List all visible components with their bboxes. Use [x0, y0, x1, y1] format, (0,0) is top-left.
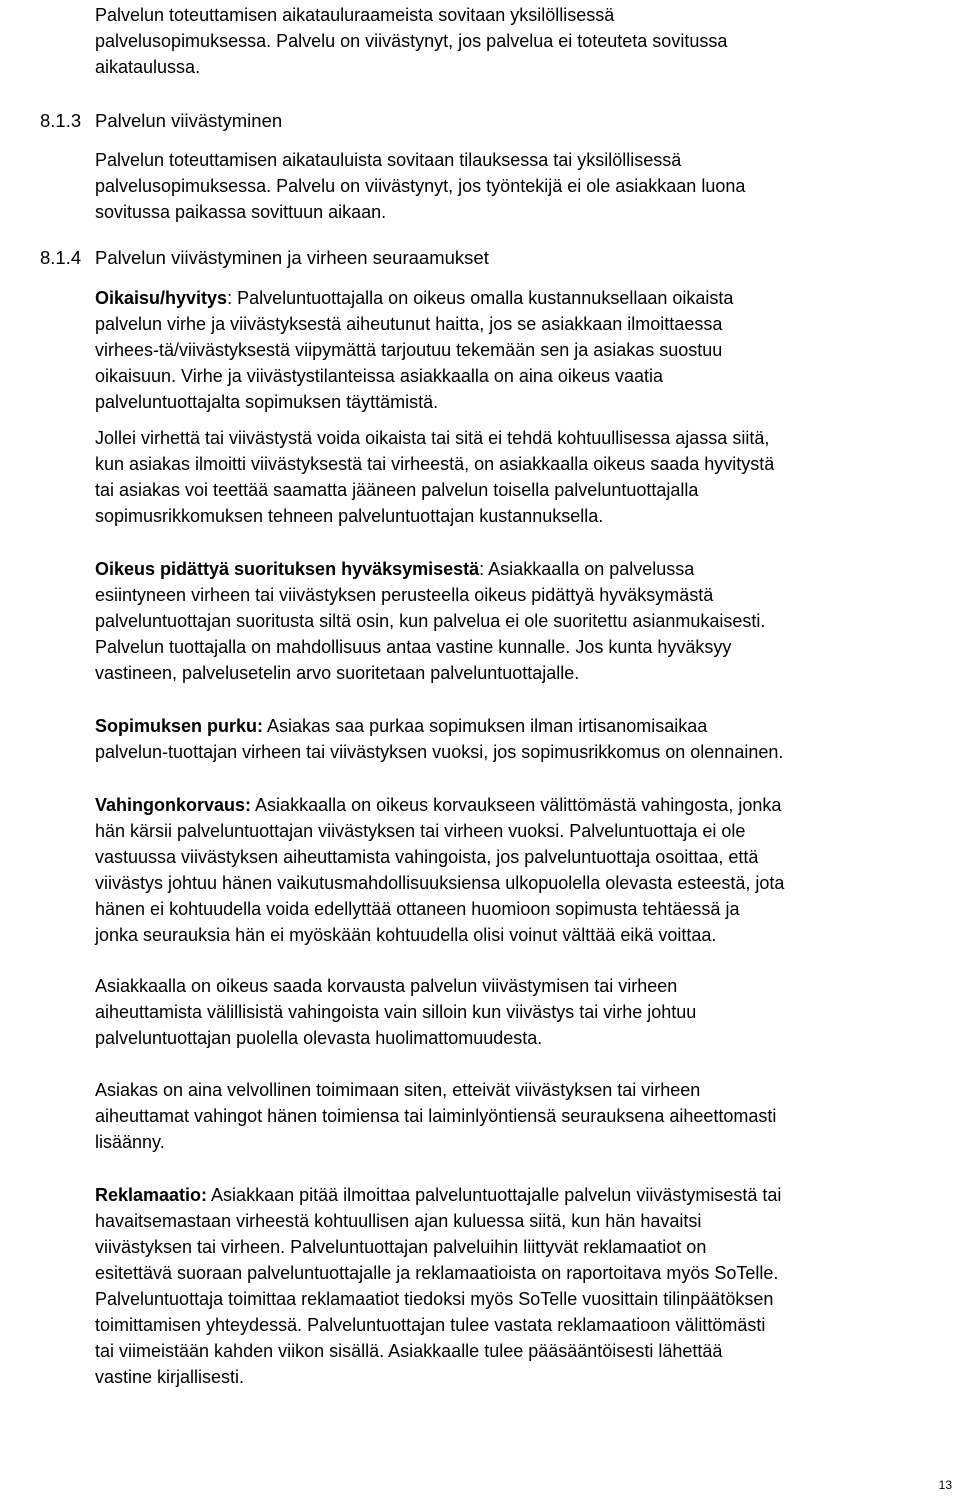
oikaisu-paragraph: [95, 285, 945, 415]
text-line: Asiakas on aina velvollinen toimimaan siten, etteivät viivästyksen tai virheen: [95, 1080, 701, 1100]
term-heading: Sopimuksen purku:: [95, 716, 264, 736]
section-heading-8-1-4: [40, 245, 489, 271]
term-heading: Oikaisu/hyvitys: [95, 288, 228, 308]
section-title: Palvelun viivästyminen ja virheen seuraamukset: [95, 247, 489, 268]
text-line: palveluntuottajalta sopimuksen täyttämistä.: [95, 392, 439, 412]
text-line: palveluntuottajan puolella olevasta huolimattomuudesta.: [95, 1028, 543, 1048]
text-line: [95, 792, 945, 818]
text-line: aiheuttamista välillisistä vahingoista vain silloin kun viivästys tai virhe johtuu: [95, 1002, 697, 1022]
text-line: vastine kirjallisesti.: [95, 1367, 245, 1387]
text-line: hän kärsii palveluntuottajan viivästyksen tai virheen vuoksi. Palveluntuottaja ei ole: [95, 821, 746, 841]
term-heading: Reklamaatio:: [95, 1185, 208, 1205]
text-fragment: : Asiakkaalla on palvelussa: [479, 559, 695, 579]
term-heading: Oikeus pidättyä suorituksen hyväksymisestä: [95, 559, 480, 579]
text-line: palvelun-tuottajan virheen tai viivästyksen vuoksi, jos sopimusrikkomus on olennainen.: [95, 742, 784, 762]
text-line: palvelusopimuksessa. Palvelu on viivästynyt, jos palvelua ei toteuteta sovitussa: [95, 31, 728, 51]
reklamaatio-paragraph: [95, 1182, 945, 1390]
velvollinen-paragraph: [95, 1077, 945, 1155]
section-number: 8.1.3: [40, 110, 82, 131]
section-number: 8.1.4: [40, 247, 82, 268]
text-line: oikaisuun. Virhe ja viivästystilanteissa asiakkaalla on aina oikeus vaatia: [95, 366, 663, 386]
text-line: [95, 1182, 945, 1208]
text-line: Asiakkaalla on oikeus saada korvausta palvelun viivästymisen tai virheen: [95, 976, 678, 996]
text-fragment: : Palveluntuottajalla on oikeus omalla kustannuksellaan oikaista: [227, 288, 734, 308]
vahingonkorvaus-paragraph: [95, 792, 945, 948]
text-line: sovitussa paikassa sovittuun aikaan.: [95, 202, 387, 222]
text-fragment: Asiakkaalla on oikeus korvaukseen välittömästä vahingosta, jonka: [251, 795, 782, 815]
section-8-1-3-paragraph: [95, 147, 945, 225]
text-fragment: Asiakkaan pitää ilmoittaa palveluntuottajalle palvelun viivästymisestä tai: [207, 1185, 782, 1205]
text-line: aikataulussa.: [95, 57, 201, 77]
section-heading-8-1-3: [40, 108, 282, 134]
text-line: vastineen, palvelusetelin arvo suoritetaan palveluntuottajalle.: [95, 663, 580, 683]
sopimuksen-purku-paragraph: [95, 713, 945, 765]
text-line: palvelun virhe ja viivästyksestä aiheutunut haitta, jos se asiakkaan ilmoittaessa: [95, 314, 723, 334]
text-line: vastuussa viivästyksen aiheuttamista vahingoista, jos palveluntuottaja osoittaa, että: [95, 847, 759, 867]
text-line: hänen ei kohtuudella voida edellyttää ottaneen huomioon sopimusta tehtäessä ja: [95, 899, 740, 919]
text-line: Palvelun toteuttamisen aikatauluraameista sovitaan yksilöllisessä: [95, 5, 615, 25]
text-line: palvelusopimuksessa. Palvelu on viivästynyt, jos työntekijä ei ole asiakkaan luona: [95, 176, 746, 196]
page-number: 13: [938, 1478, 952, 1492]
text-line: tai viimeistään kahden viikon sisällä. Asiakkaalle tulee pääsääntöisesti lähettää: [95, 1341, 723, 1361]
text-line: Jollei virhettä tai viivästystä voida oikaista tai sitä ei tehdä kohtuullisessa ajassa siitä,: [95, 428, 770, 448]
text-line: sopimusrikkomuksen tehneen palveluntuottajan kustannuksella.: [95, 506, 604, 526]
text-line: aiheuttamat vahingot hänen toimiensa tai laiminlyöntiensä seurauksena aiheettomasti: [95, 1106, 777, 1126]
text-line: [95, 285, 945, 311]
text-line: [95, 556, 945, 582]
text-line: palveluntuottajan suoritusta siltä osin, kun palvelua ei ole suoritettu asianmukaisesti.: [95, 611, 766, 631]
text-line: esiintyneen virheen tai viivästyksen perusteella oikeus pidättyä hyväksymästä: [95, 585, 714, 605]
jollei-paragraph: [95, 425, 945, 529]
intro-paragraph: [95, 2, 945, 80]
text-line: Palvelun tuottajalla on mahdollisuus antaa vastine kunnalle. Jos kunta hyväksyy: [95, 637, 732, 657]
text-line: Palvelun toteuttamisen aikatauluista sovitaan tilauksessa tai yksilöllisessä: [95, 150, 682, 170]
text-line: lisäänny.: [95, 1132, 165, 1152]
term-heading: Vahingonkorvaus:: [95, 795, 252, 815]
section-title: Palvelun viivästyminen: [95, 110, 283, 131]
text-line: [95, 713, 945, 739]
korvaus-paragraph: [95, 973, 945, 1051]
text-line: toimittamisen yhteydessä. Palveluntuottajan tulee vastata reklamaatioon välittömästi: [95, 1315, 766, 1335]
text-line: kun asiakas ilmoitti viivästyksestä tai virheestä, on asiakkaalla oikeus saada hyvitystä: [95, 454, 775, 474]
text-line: viivästyksen tai virheen. Palveluntuottajan palveluihin liittyvät reklamaatiot on: [95, 1237, 707, 1257]
text-line: viivästys johtuu hänen vaikutusmahdollisuuksiensa ulkopuolella olevasta esteestä, jota: [95, 873, 785, 893]
oikeus-pidattya-paragraph: [95, 556, 945, 686]
text-line: Palveluntuottaja toimittaa reklamaatiot tiedoksi myös SoTelle vuosittain tilinpäätöksen: [95, 1289, 774, 1309]
text-fragment: Asiakas saa purkaa sopimuksen ilman irtisanomisaikaa: [263, 716, 708, 736]
text-line: havaitsemastaan virheestä kohtuullisen ajan kuluessa siitä, kun hän havaitsi: [95, 1211, 702, 1231]
text-line: esitettävä suoraan palveluntuottajalle ja reklamaatioista on raportoitava myös SoTelle.: [95, 1263, 779, 1283]
text-line: virhees-tä/viivästyksestä viipymättä tarjoutuu tekemään sen ja asiakas suostuu: [95, 340, 723, 360]
text-line: tai asiakas voi teettää saamatta jääneen palvelun toisella palveluntuottajalla: [95, 480, 699, 500]
text-line: jonka seurauksia hän ei myöskään kohtuudella olisi voinut välttää eikä voittaa.: [95, 925, 717, 945]
